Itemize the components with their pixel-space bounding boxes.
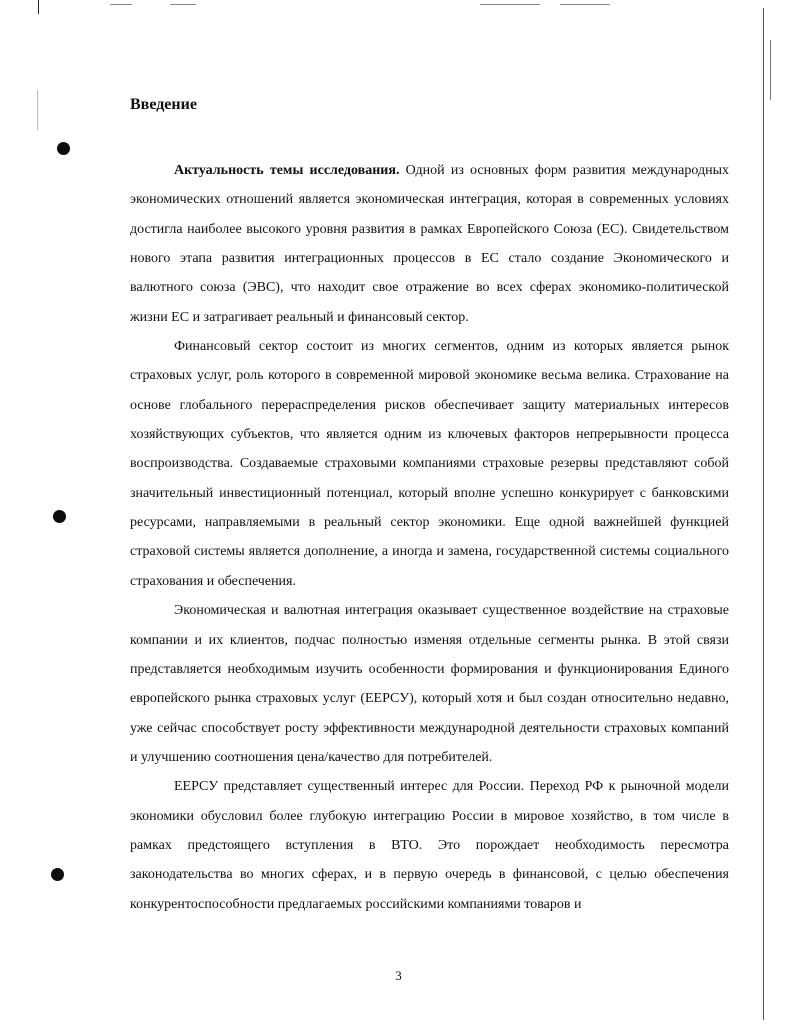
scan-right-edge [763, 8, 764, 1020]
paragraph-text: Одной из основных форм развития международных экономических отношений является экономическая интеграция, которая в современных условиях достигла наиболее высокого уровня развития в рамках Европейского Союза (ЕС). Свидетельством нового этапа развития интеграционных процессов в ЕС стало создание Экономического и валютного союза (ЭВС), что находит свое отражение во всех сферах экономико-политической жизни ЕС и затрагивает реальный и финансовый сектор. [130, 163, 729, 325]
paragraph-text: Финансовый сектор состоит из многих сегментов, одним из которых является рынок страховых услуг, роль которого в современной мировой экономике весьма велика. Страхование на основе глобального перераспределения рисков обеспечивает защиту материальных интересов хозяйствующих субъектов, что является одним из ключевых факторов непрерывности процесса воспроизводства. Создаваемые страховыми компаниями страховые резервы представляют собой значительный инвестиционный потенциал, который вполне успешно конкурирует с банковскими ресурсами, направляемыми в реальный сектор экономики. Еще одной важнейшей функцией страховой системы является дополнение, а иногда и замена, государственной системы социального страхования и обеспечения. [130, 339, 729, 589]
punch-hole-mark [51, 868, 64, 881]
scan-edge-mark [770, 40, 771, 100]
section-heading: Введение [130, 96, 197, 113]
scan-edge-mark [480, 4, 540, 5]
paragraph [130, 332, 729, 596]
body-text [130, 156, 729, 919]
paragraph [130, 772, 729, 919]
scan-edge-mark [170, 4, 196, 5]
paragraph-text: ЕЕРСУ представляет существенный интерес для России. Переход РФ к рыночной модели экономики обусловил более глубокую интеграцию России в мировое хозяйство, в том числе в рамках предстоящего вступления в ВТО. Это порождает необходимость пересмотра законодательства во многих сферах, и в первую очередь в финансовой, с целью обеспечения конкурентоспособности предлагаемых российскими компаниями товаров и [130, 779, 729, 912]
paragraph-text: Экономическая и валютная интеграция оказывает существенное воздействие на страховые компании и их клиентов, подчас полностью изменяя отдельные сегменты рынка. В этой связи представляется необходимым изучить особенности формирования и функционирования Единого европейского рынка страховых услуг (ЕЕРСУ), который хотя и был создан относительно недавно, уже сейчас способствует росту эффективности международной деятельности страховых компаний и улучшению соотношения цена/качество для потребителей. [130, 603, 729, 765]
scan-edge-mark [110, 4, 132, 5]
paragraph [130, 156, 729, 332]
page-number: 3 [395, 968, 402, 983]
scan-margin-line [38, 0, 39, 14]
paragraph [130, 596, 729, 772]
scan-edge-mark [37, 90, 38, 130]
punch-hole-mark [57, 142, 70, 155]
scan-edge-mark [560, 4, 610, 5]
punch-hole-mark [53, 510, 66, 523]
paragraph-lead: Актуальность темы исследования. [174, 163, 400, 178]
